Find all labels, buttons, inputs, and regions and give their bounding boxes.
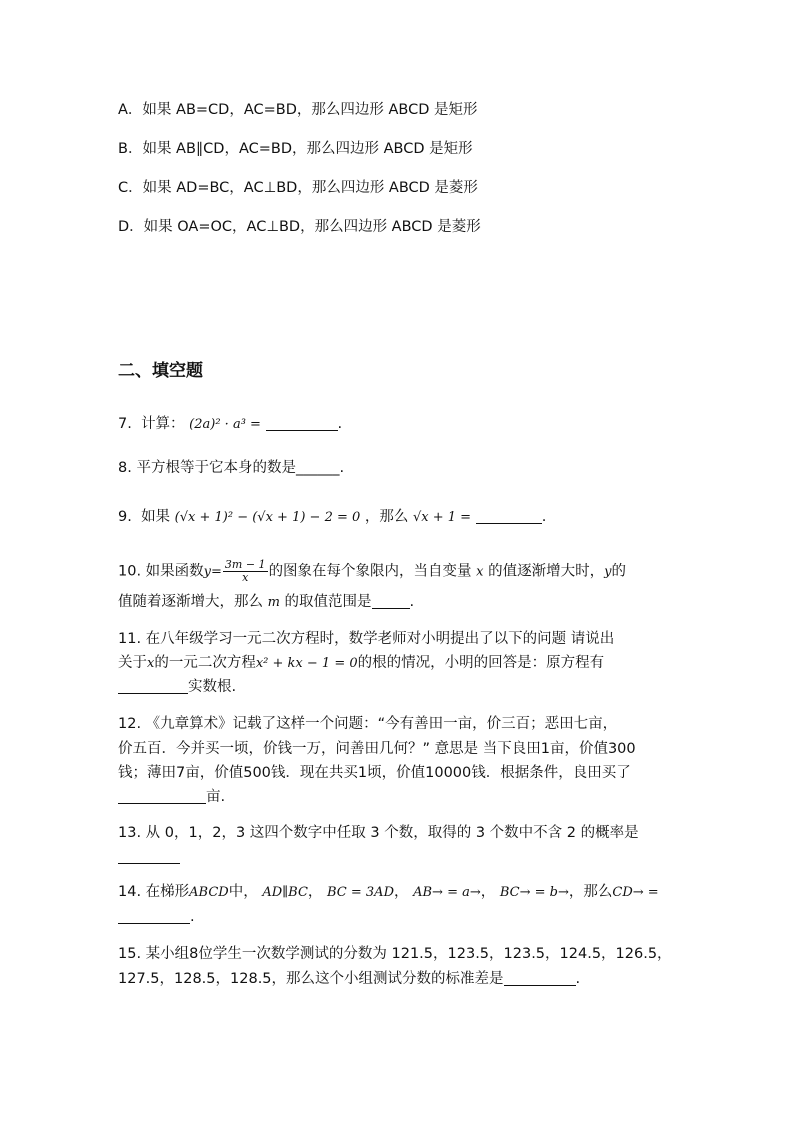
option-b: B．如果 AB∥CD，AC=BD，那么四边形 ABCD 是矩形 xyxy=(118,141,473,157)
q9-text-b: ，那么 xyxy=(364,509,409,525)
q10-text-c: 的值逐渐增大时， xyxy=(488,563,605,580)
question-11-line-2 xyxy=(118,653,604,674)
q10-line2-a: 值随着逐渐增大，那么 xyxy=(118,594,263,610)
q10-blank xyxy=(372,593,410,609)
q10-text-d: 的 xyxy=(611,563,626,580)
question-12-line-3: 钱；薄田7亩，价值500钱．现在共买1顷，价值10000钱．根据条件，良田买了 xyxy=(118,765,631,781)
question-15-line-1: 15. 某小组8位学生一次数学测试的分数为 121.5，123.5，123.5，124.5，126.5， xyxy=(118,946,672,962)
q14-sep-2: ， xyxy=(394,884,409,900)
q11-equation: x² + kx − 1 = 0 xyxy=(255,656,358,671)
q15-end: . xyxy=(575,971,581,987)
q14-formula-1: AD∥BC xyxy=(262,885,308,900)
question-15-line-2 xyxy=(118,969,580,989)
q15-line2: 127.5，128.5，128.5，那么这个小组测试分数的标准差是 xyxy=(118,971,504,987)
q13-blank xyxy=(118,848,180,864)
q11-line2-a: 关于 xyxy=(118,655,147,671)
q9-formula-1: (√x + 1)² − (√x + 1) − 2 = 0 xyxy=(174,510,361,525)
question-9 xyxy=(118,507,546,528)
option-d: D．如果 OA=OC，AC⊥BD，那么四边形 ABCD 是菱形 xyxy=(118,219,481,235)
q10-end: . xyxy=(409,594,415,610)
question-12-line-2: 价五百．今并买一顷，价钱一万，问善田几何？” 意思是 当下良田1亩，价值300 xyxy=(118,741,636,757)
q11-line2-b: 的一元二次方程 xyxy=(154,655,256,671)
question-8: 8. 平方根等于它本身的数是______. xyxy=(118,460,345,476)
question-14-line-2 xyxy=(118,907,195,927)
q12-blank xyxy=(118,788,206,804)
q9-end: . xyxy=(541,509,547,525)
q7-blank xyxy=(266,415,338,431)
question-13-line-2 xyxy=(118,847,180,867)
q14-formula-2: BC = 3AD xyxy=(327,885,394,900)
q11-blank xyxy=(118,678,188,694)
q14-text-c: ，那么 xyxy=(568,884,613,900)
question-13-line-1: 13. 从 0，1，2，3 这四个数字中任取 3 个数，取得的 3 个数中不含 2 的概率是 xyxy=(118,825,639,841)
q14-formula-3: AB→ = a→ xyxy=(413,885,481,900)
question-14-line-1 xyxy=(118,882,659,903)
q9-text-a: 如果 xyxy=(141,509,171,525)
q10-m: m xyxy=(267,595,280,610)
question-10-line-1 xyxy=(118,559,626,584)
option-c: C．如果 AD=BC，AC⊥BD，那么四边形 ABCD 是菱形 xyxy=(118,180,478,196)
section-title: 二、填空题 xyxy=(118,361,203,381)
q10-text-a: 10. 如果函数 xyxy=(118,563,204,580)
q14-abcd: ABCD xyxy=(189,885,229,900)
q7-formula: (2a)² · a³ = xyxy=(189,417,261,432)
question-11-line-1: 11. 在八年级学习一元二次方程时，数学老师对小明提出了以下的问题 请说出 xyxy=(118,631,615,647)
q12-line4: 亩. xyxy=(206,789,226,805)
q14-sep-3: ， xyxy=(480,884,496,900)
q7-label: 计算： xyxy=(141,416,185,432)
q10-y: y= xyxy=(203,564,222,580)
question-12-line-1: 12. 《九章算术》记载了这样一个问题：“今有善田一亩，价三百；恶田七亩， xyxy=(118,716,618,732)
q10-fraction xyxy=(223,559,268,584)
q9-formula-2: √x + 1 = xyxy=(413,510,472,525)
option-a: A．如果 AB=CD，AC=BD，那么四边形 ABCD 是矩形 xyxy=(118,102,478,118)
question-12-line-4 xyxy=(118,787,225,807)
q14-text-a: 14. 在梯形 xyxy=(118,884,190,900)
q10-text-b: 的图象在每个象限内，当自变量 xyxy=(268,563,472,580)
q9-number: 9. xyxy=(118,509,132,525)
q11-x: x xyxy=(147,656,155,671)
q9-blank xyxy=(476,508,542,524)
question-7 xyxy=(118,414,342,435)
q10-denominator: x xyxy=(242,571,249,584)
question-10-line-2 xyxy=(118,592,414,613)
q14-formula-5: CD→ = xyxy=(612,885,659,900)
q11-line3: 实数根. xyxy=(188,679,237,695)
q10-numerator: 3m − 1 xyxy=(224,558,266,571)
q10-x: x xyxy=(476,564,484,580)
q14-blank xyxy=(118,908,190,924)
q14-formula-4: BC→ = b→ xyxy=(499,885,569,900)
q7-end: . xyxy=(337,416,343,432)
q14-end: . xyxy=(190,909,195,925)
q14-text-b: 中， xyxy=(228,884,258,900)
q10-y2: y xyxy=(604,564,612,580)
q10-line2-b: 的取值范围是 xyxy=(284,594,372,610)
question-11-line-3 xyxy=(118,677,236,697)
q11-line2-c: 的根的情况，小明的回答是：原方程有 xyxy=(357,655,605,671)
q7-number: 7. xyxy=(118,416,132,432)
q14-sep-1: ， xyxy=(307,884,323,900)
q15-blank xyxy=(504,970,576,986)
